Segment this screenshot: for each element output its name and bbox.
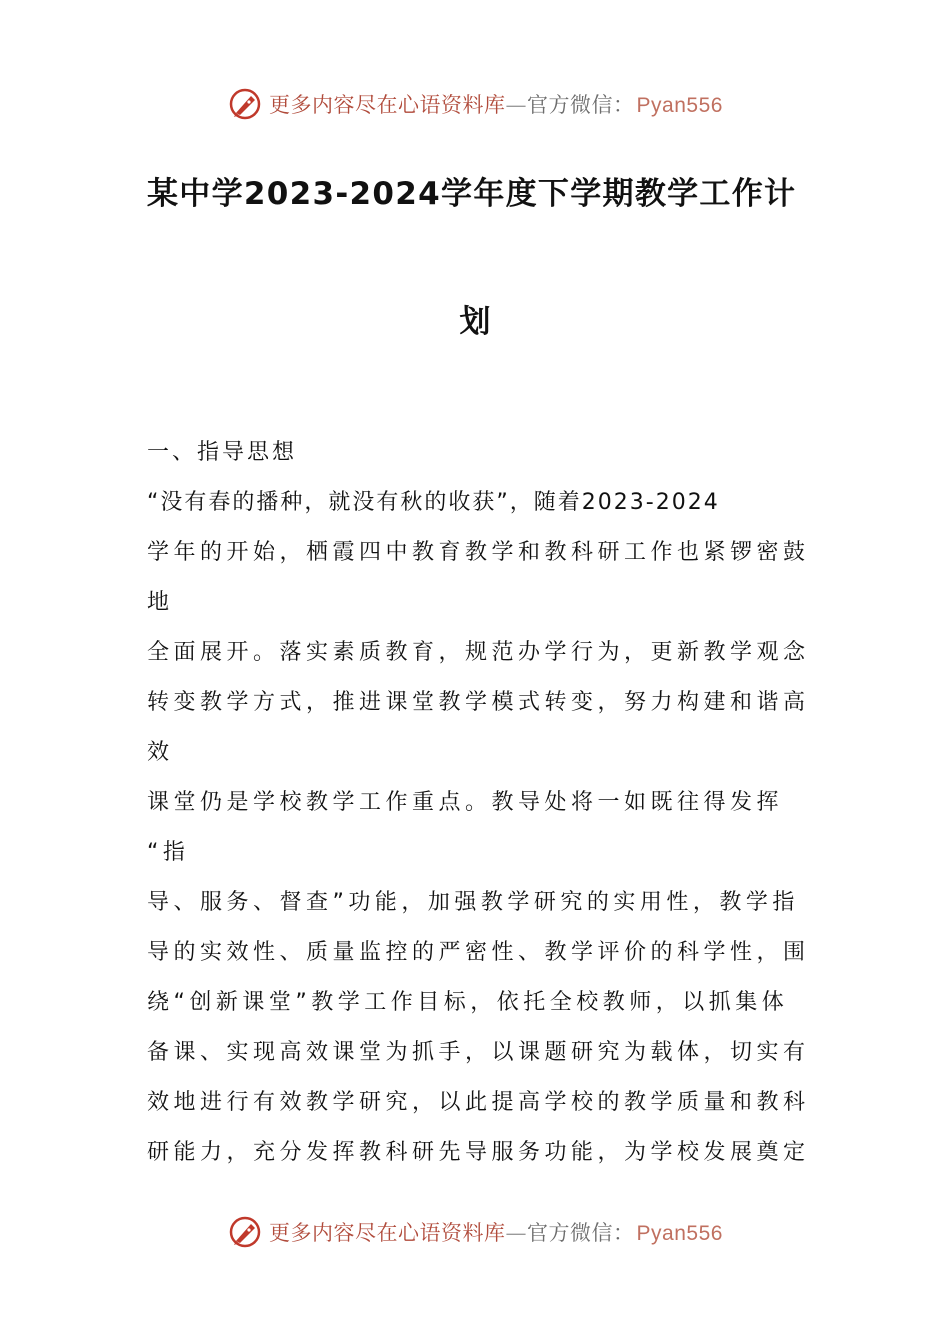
body-line: 效地进行有效教学研究，以此提高学校的教学质量和教科 xyxy=(147,1090,810,1115)
banner-official-label: 官方微信： xyxy=(527,93,635,117)
section-heading: 一、指导思想 xyxy=(147,440,298,465)
banner-official-label: 官方微信： xyxy=(527,1221,635,1245)
body-line: “指 xyxy=(147,840,190,865)
pen-nib-logo-icon xyxy=(227,1214,263,1250)
banner-main-text: 更多内容尽在心语资料库 xyxy=(269,93,506,117)
document-title: 某中学2023-2024学年度下学期教学工作计 xyxy=(147,176,797,212)
banner-separator: — xyxy=(505,1221,528,1245)
body-line: 课堂仍是学校教学工作重点。教导处将一如既往得发挥 xyxy=(147,790,784,815)
body-line: 研能力，充分发挥教科研先导服务功能，为学校发展奠定 xyxy=(147,1140,810,1165)
document-title-continued: 划 xyxy=(459,304,491,340)
banner-separator: — xyxy=(505,93,528,117)
banner-wechat-id: Pyan556 xyxy=(636,94,723,117)
banner-wechat-id: Pyan556 xyxy=(636,1222,723,1245)
body-line: 备课、实现高效课堂为抓手，以课题研究为载体，切实有 xyxy=(147,1040,810,1065)
banner-text xyxy=(269,1217,723,1247)
body-line: 导的实效性、质量监控的严密性、教学评价的科学性，围 xyxy=(147,940,810,965)
body-line: 转变教学方式，推进课堂教学模式转变，努力构建和谐高 xyxy=(147,690,810,715)
body-line: 绕“创新课堂”教学工作目标，依托全校教师，以抓集体 xyxy=(147,990,789,1015)
body-line: 导、服务、督查”功能，加强教学研究的实用性，教学指 xyxy=(147,890,799,915)
body-line: 效 xyxy=(147,740,174,765)
banner-main-text: 更多内容尽在心语资料库 xyxy=(269,1221,506,1245)
document-body xyxy=(147,428,817,1178)
body-line: 地 xyxy=(147,590,174,615)
body-line: “没有春的播种，就没有秋的收获”，随着2023-2024 xyxy=(147,490,720,515)
banner-text xyxy=(269,89,723,119)
footer-banner xyxy=(0,1212,950,1252)
body-line: 全面展开。落实素质教育，规范办学行为，更新教学观念 xyxy=(147,640,810,665)
header-banner xyxy=(0,84,950,124)
pen-nib-logo-icon xyxy=(227,86,263,122)
body-line: 学年的开始，栖霞四中教育教学和教科研工作也紧锣密鼓 xyxy=(147,540,810,565)
